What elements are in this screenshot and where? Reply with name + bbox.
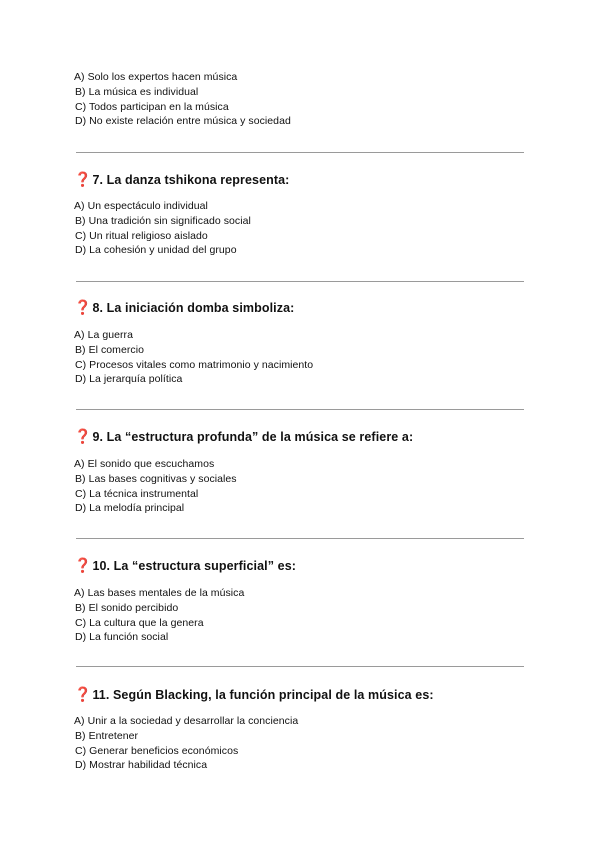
question-9-title: 9. La “estructura profunda” de la música se refiere a: <box>92 430 414 444</box>
option-c: C) La cultura que la genera <box>75 616 204 629</box>
question-8-options <box>74 328 313 387</box>
option-c: C) Procesos vitales como matrimonio y nacimiento <box>75 358 314 371</box>
option-b: B) Entretener <box>75 729 139 742</box>
question-10-heading <box>74 558 296 574</box>
option-a: A) La guerra <box>74 329 133 341</box>
question-7-heading <box>74 172 289 188</box>
divider <box>76 281 524 282</box>
question-10-title: 10. La “estructura superficial” es: <box>92 559 297 573</box>
question-6-options <box>74 70 291 129</box>
divider <box>76 409 524 410</box>
question-11-heading <box>74 687 434 703</box>
divider <box>76 538 524 539</box>
question-9-heading <box>74 429 413 445</box>
question-mark-icon: ❓ <box>74 172 92 188</box>
question-11-options <box>74 714 298 773</box>
question-8-heading <box>74 300 294 316</box>
option-d: D) Mostrar habilidad técnica <box>75 759 208 772</box>
option-a: A) Unir a la sociedad y desarrollar la conciencia <box>74 715 299 727</box>
option-c: C) La técnica instrumental <box>75 487 199 500</box>
divider <box>76 666 524 667</box>
option-d: D) La cohesión y unidad del grupo <box>75 244 237 257</box>
option-b: B) Una tradición sin significado social <box>75 214 251 227</box>
option-a: A) Un espectáculo individual <box>74 200 208 212</box>
question-11-title: 11. Según Blacking, la función principal de la música es: <box>92 688 434 702</box>
option-b: B) Las bases cognitivas y sociales <box>75 472 237 485</box>
option-a: A) Solo los expertos hacen música <box>74 71 238 83</box>
option-a: A) El sonido que escuchamos <box>74 458 215 470</box>
question-8-title: 8. La iniciación domba simboliza: <box>92 301 295 315</box>
question-mark-icon: ❓ <box>74 429 92 445</box>
option-b: B) La música es individual <box>75 85 199 98</box>
question-mark-icon: ❓ <box>74 687 92 703</box>
question-mark-icon: ❓ <box>74 558 92 574</box>
option-d: D) La melodía principal <box>75 502 185 515</box>
option-b: B) El sonido percibido <box>75 601 179 614</box>
option-d: D) La función social <box>75 631 169 644</box>
question-7-options <box>74 199 251 258</box>
question-mark-icon: ❓ <box>74 300 92 316</box>
option-d: D) No existe relación entre música y sociedad <box>75 115 291 128</box>
option-c: C) Un ritual religioso aislado <box>75 229 208 242</box>
divider <box>76 152 524 153</box>
option-c: C) Generar beneficios económicos <box>75 744 239 757</box>
question-7-title: 7. La danza tshikona representa: <box>92 173 290 187</box>
question-9-options <box>74 457 237 516</box>
option-b: B) El comercio <box>75 343 144 356</box>
question-10-options <box>74 586 244 645</box>
option-d: D) La jerarquía política <box>75 373 183 386</box>
option-c: C) Todos participan en la música <box>75 100 229 113</box>
option-a: A) Las bases mentales de la música <box>74 587 245 599</box>
